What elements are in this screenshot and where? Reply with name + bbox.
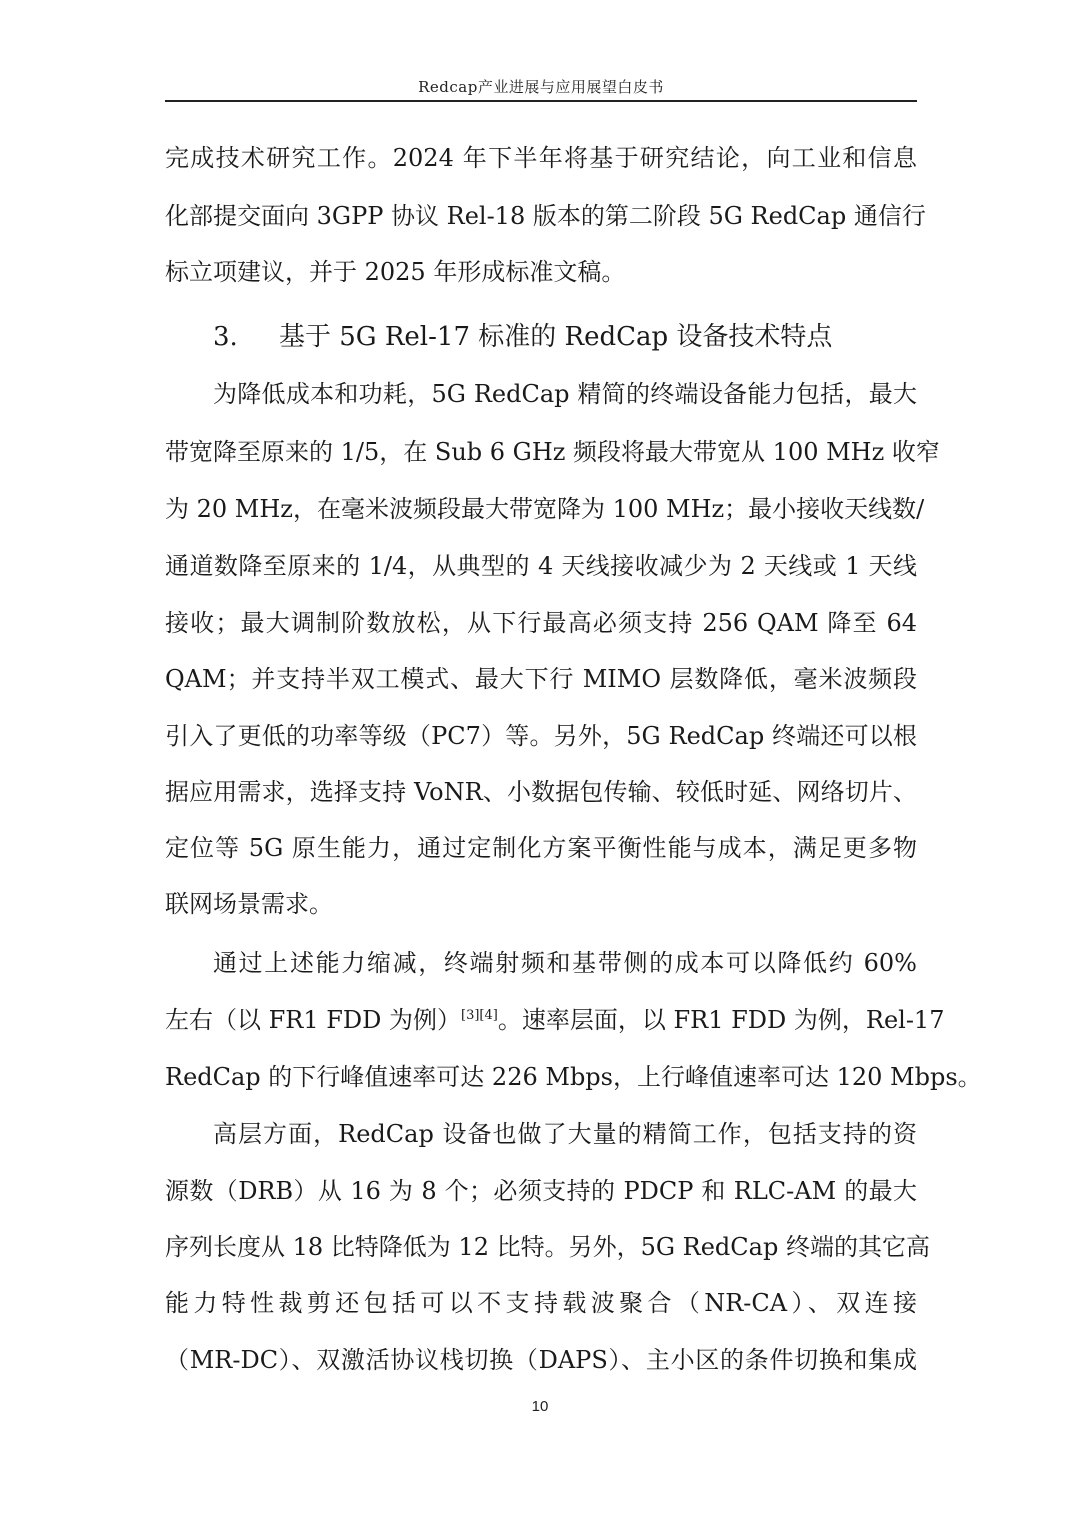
- paragraph-3-line-2-start: 左右（以 FR1 FDD 为例）: [165, 1006, 462, 1034]
- paragraph-4-line-1: 高层方面，RedCap 设备也做了大量的精简工作，包括支持的资: [213, 1120, 917, 1148]
- paragraph-3-line-2: [165, 1002, 945, 1038]
- paragraph-2-line-9: 定位等 5G 原生能力，通过定制化方案平衡性能与成本，满足更多物: [165, 834, 917, 862]
- paragraph-3-line-1: 通过上述能力缩减，终端射频和基带侧的成本可以降低约 60%: [213, 949, 917, 977]
- paragraph-1-line-3: 标立项建议，并于 2025 年形成标准文稿。: [165, 258, 626, 286]
- citation-reference: [3][4]: [461, 1008, 498, 1023]
- paragraph-3-line-2-end: 。速率层面，以 FR1 FDD 为例，Rel-17: [497, 1006, 945, 1034]
- page-header: [165, 70, 917, 102]
- paragraph-2-line-4: 通道数降至原来的 1/4，从典型的 4 天线接收减少为 2 天线或 1 天线: [165, 552, 917, 580]
- paragraph-1-line-1: 完成技术研究工作。2024 年下半年将基于研究结论，向工业和信息: [165, 144, 917, 172]
- paragraph-4-line-5: （MR-DC）、双激活协议栈切换（DAPS）、主小区的条件切换和集成: [165, 1346, 917, 1374]
- paragraph-2-line-6: QAM；并支持半双工模式、最大下行 MIMO 层数降低，毫米波频段: [165, 665, 917, 693]
- section-number: 3.: [213, 322, 238, 352]
- paragraph-3-line-3: RedCap 的下行峰值速率可达 226 Mbps，上行峰值速率可达 120 Mbps。: [165, 1063, 982, 1091]
- paragraph-1-line-2: 化部提交面向 3GPP 协议 Rel-18 版本的第二阶段 5G RedCap 通信行: [165, 202, 926, 230]
- paragraph-2-line-7: 引入了更低的功率等级（PC7）等。另外，5G RedCap 终端还可以根: [165, 722, 917, 750]
- page-number: 10: [531, 1398, 549, 1415]
- paragraph-2-line-3: 为 20 MHz，在毫米波频段最大带宽降为 100 MHz；最小接收天线数/: [165, 495, 925, 523]
- section-title: 基于 5G Rel-17 标准的 RedCap 设备技术特点: [279, 322, 833, 352]
- paragraph-4-line-3: 序列长度从 18 比特降低为 12 比特。另外，5G RedCap 终端的其它高: [165, 1233, 930, 1261]
- paragraph-2-line-5: 接收；最大调制阶数放松，从下行最高必须支持 256 QAM 降至 64: [165, 609, 917, 637]
- section-heading: [213, 318, 917, 356]
- header-title: Redcap产业进展与应用展望白皮书: [418, 78, 664, 96]
- paragraph-2-line-10: 联网场景需求。: [165, 890, 333, 918]
- paragraph-2-line-2: 带宽降至原来的 1/5，在 Sub 6 GHz 频段将最大带宽从 100 MHz 收窄: [165, 438, 940, 466]
- paragraph-2-line-1: 为降低成本和功耗，5G RedCap 精简的终端设备能力包括，最大: [213, 380, 917, 408]
- paragraph-4-line-2: 源数（DRB）从 16 为 8 个；必须支持的 PDCP 和 RLC-AM 的最大: [165, 1177, 917, 1205]
- paragraph-4-line-4: 能力特性裁剪还包括可以不支持载波聚合（NR-CA）、双连接: [165, 1289, 917, 1317]
- paragraph-2-line-8: 据应用需求，选择支持 VoNR、小数据包传输、较低时延、网络切片、: [165, 778, 917, 806]
